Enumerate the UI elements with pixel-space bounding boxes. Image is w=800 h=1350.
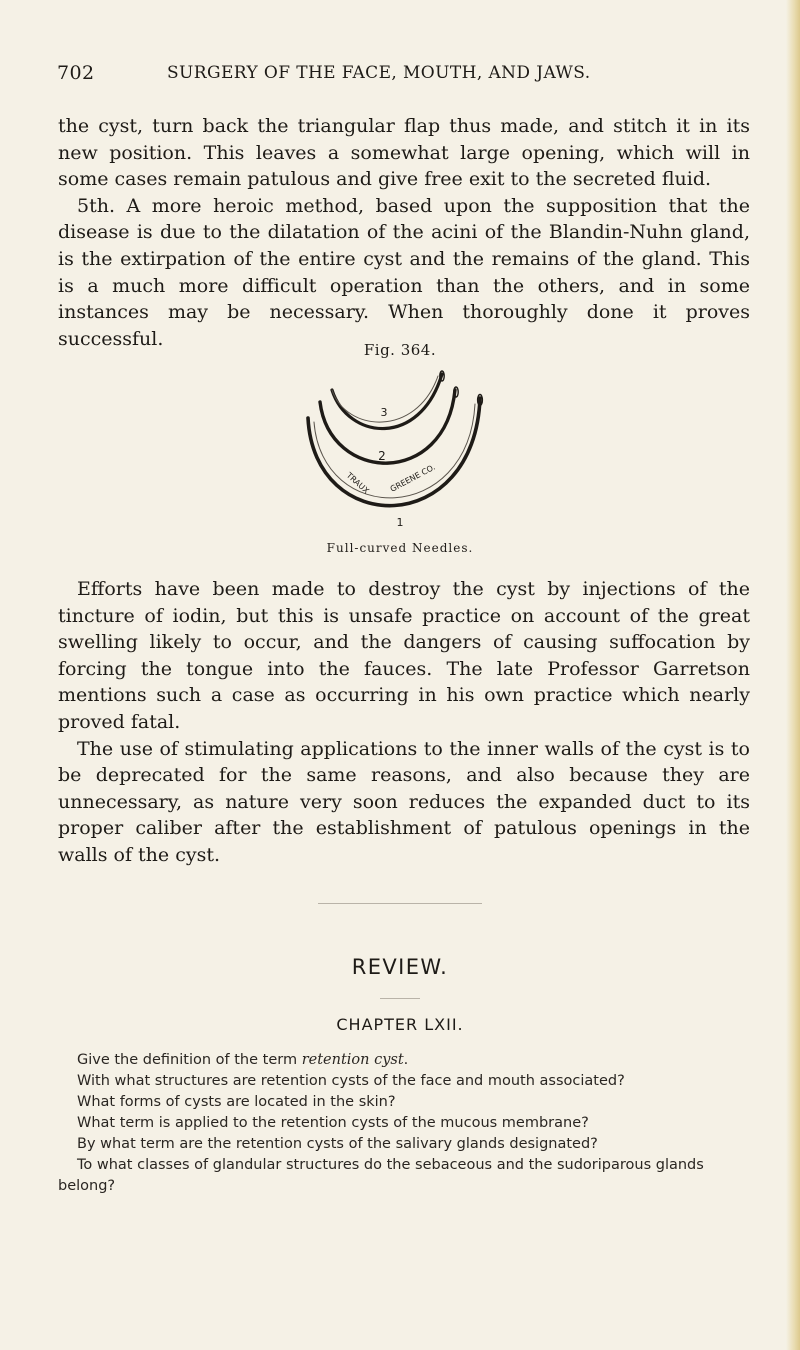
needle-number-3: 3 bbox=[380, 406, 388, 419]
running-title: SURGERY OF THE FACE, MOUTH, AND JAWS. bbox=[167, 63, 591, 83]
paragraph: Efforts have been made to destroy the cyst by injections of the tincture of iodin, but this is unsafe practice on account of the great swelling likely to occur, and the dangers of causing suffocation by forcing the tongue into the fauces. The late Professor Garretson mentions such a case as occurring in his own practice which nearly proved fatal. bbox=[58, 578, 750, 733]
imprint-left: TRAUX bbox=[344, 470, 371, 496]
running-header bbox=[57, 62, 747, 92]
paragraph: 5th. A more heroic method, based upon the supposition that the disease is due to the dilatation of the acini of the Blandin-Nuhn gland, is the extirpation of the entire cyst and the remains of the gland. This is a much more difficult operation than the others, and in some instances may be necessary. When thoroughly done it proves successful. bbox=[58, 194, 750, 350]
question-punct: . bbox=[403, 1052, 409, 1068]
imprint-right: GREENE CO. bbox=[388, 462, 437, 494]
review-question: To what classes of glandular structures do the sebaceous and the sudoriparous glands belong? bbox=[58, 1157, 704, 1194]
heading-rule bbox=[380, 998, 420, 999]
needle-2 bbox=[320, 390, 455, 463]
page-edge bbox=[786, 0, 800, 1350]
needle-number-2: 2 bbox=[378, 449, 386, 463]
question-term: retention cyst bbox=[301, 1052, 404, 1068]
text-block-bottom bbox=[58, 576, 750, 869]
chapter-heading: CHAPTER LXII. bbox=[336, 1015, 464, 1034]
needle-number-1: 1 bbox=[396, 516, 404, 529]
text-block-top bbox=[58, 113, 750, 352]
question-text: Give the definition of the term bbox=[77, 1052, 302, 1068]
section-divider bbox=[318, 903, 482, 904]
review-question: With what structures are retention cysts of the face and mouth associated? bbox=[77, 1073, 625, 1089]
review-question bbox=[58, 1050, 750, 1071]
page-number: 702 bbox=[57, 62, 95, 84]
needle-3 bbox=[332, 374, 442, 429]
review-heading: REVIEW. bbox=[351, 955, 449, 979]
paragraph: the cyst, turn back the triangular flap thus made, and stitch it in its new position. This leaves a somewhat large opening, which will in some cases remain patulous and give free exit to the secreted fluid. bbox=[58, 115, 750, 191]
figure-label: Fig. 364. bbox=[363, 341, 437, 359]
needles-figure bbox=[270, 368, 530, 538]
review-question: What term is applied to the retention cysts of the mucous membrane? bbox=[77, 1115, 589, 1131]
paragraph: The use of stimulating applications to the inner walls of the cyst is to be deprecated for the same reasons, and also because they are unnecessary, as nature very soon reduces the expanded duct to its proper caliber after the establishment of patulous openings in the walls of the cyst. bbox=[58, 737, 750, 866]
review-questions bbox=[58, 1050, 750, 1197]
figure-caption: Full-curved Needles. bbox=[326, 541, 474, 555]
review-question: By what term are the retention cysts of the salivary glands designated? bbox=[77, 1136, 598, 1152]
review-question: What forms of cysts are located in the skin? bbox=[77, 1094, 396, 1110]
